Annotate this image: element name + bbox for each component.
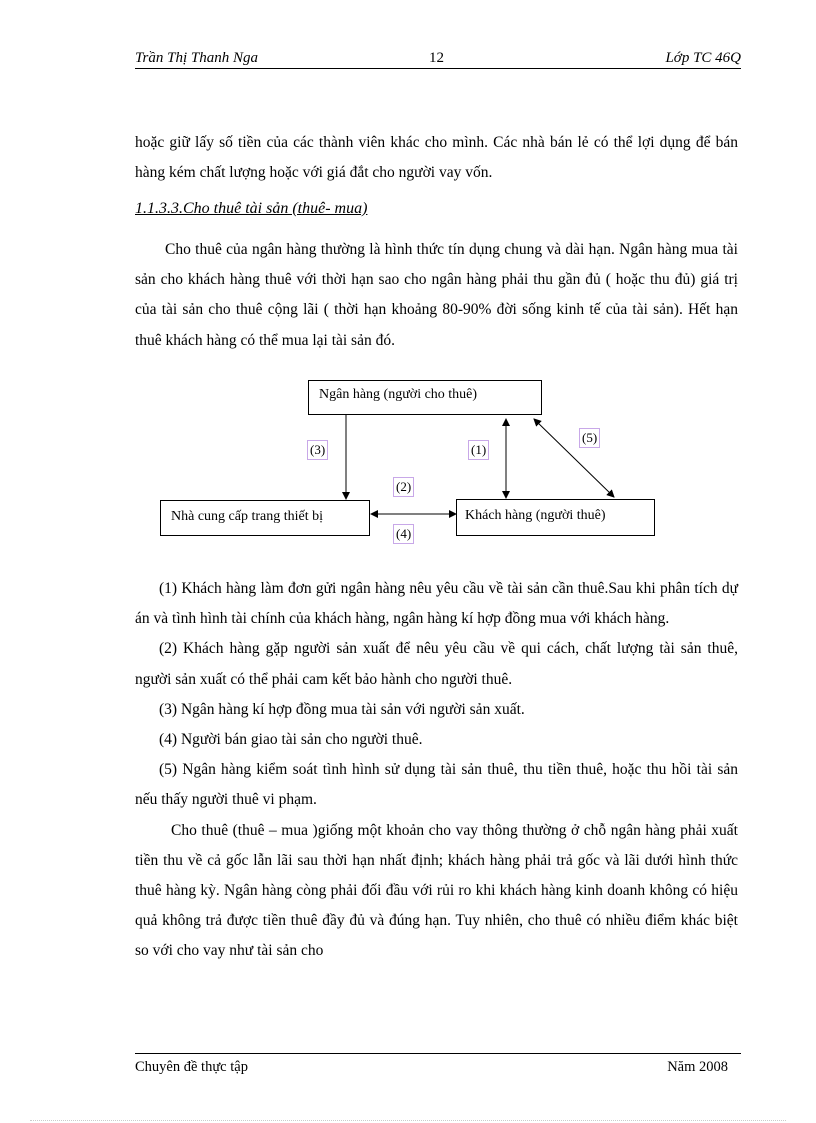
step-1: (1) Khách hàng làm đơn gửi ngân hàng nêu yêu cầu về tài sản cần thuê.Sau khi phân tích dự án và tình hình tài chính của khách hàng, ngân hàng kí hợp đồng mua với khách hàng. [135, 580, 738, 628]
supplier-node [160, 500, 370, 536]
step-5: (5) Ngân hàng kiểm soát tình hình sử dụng tài sản thuê, thu tiền thuê, hoặc thu hồi tài sản nếu thấy người thuê vi phạm. [135, 761, 738, 809]
customer-label: Khách hàng (người thuê) [465, 508, 606, 523]
label-4: (4) [393, 524, 414, 544]
header-class: Lớp TC 46Q [665, 50, 741, 66]
footer-rule [135, 1053, 741, 1054]
label-1: (1) [468, 440, 489, 460]
label-5: (5) [579, 428, 600, 448]
bank-label: Ngân hàng (người cho thuê) [319, 387, 478, 402]
intro-text: hoặc giữ lấy số tiền của các thành viên khác cho mình. Các nhà bán lẻ có thể lợi dụng để bán hàng kém chất lượng hoặc với giá đắt cho người vay vốn. [135, 134, 738, 182]
step-2: (2) Khách hàng gặp người sản xuất để nêu yêu cầu về qui cách, chất lượng tài sản thuê, người sản xuất có thể phải cam kết bảo hành cho người thuê. [135, 640, 738, 688]
steps-section [135, 574, 738, 967]
footer-right: Năm 2008 [667, 1059, 728, 1075]
step-3: (3) Ngân hàng kí hợp đồng mua tài sản với người sản xuất. [159, 700, 525, 718]
step-4: (4) Người bán giao tài sản cho người thuê. [159, 731, 423, 749]
section-heading: 1.1.3.3.Cho thuê tài sản (thuê- mua) [135, 200, 368, 217]
lease-text: Cho thuê của ngân hàng thường là hình thức tín dụng chung và dài hạn. Ngân hàng mua tài sản cho khách hàng thuê với thời hạn sao cho ngân hàng phải thu gần đủ ( hoặc thu đủ) giá trị của tài sản cho thuê cộng lãi ( thời hạn khoảng 80-90% đời sống kinh tế của tài sản). Hết hạn thuê khách hàng có thể mua lại tài sản đó. [135, 241, 738, 349]
customer-node [456, 499, 655, 536]
header-author: Trần Thị Thanh Nga [135, 50, 258, 66]
page-number: 12 [429, 50, 444, 66]
bank-node [308, 380, 542, 415]
page-edge-divider [30, 1120, 786, 1121]
arrow-5 [534, 419, 614, 497]
label-3: (3) [307, 440, 328, 460]
supplier-label: Nhà cung cấp trang thiết bị [171, 509, 324, 524]
label-2: (2) [393, 477, 414, 497]
closing-paragraph: Cho thuê (thuê – mua )giống một khoản cho vay thông thường ở chỗ ngân hàng phải xuất tiền thu về cả gốc lẫn lãi sau thời hạn nhất định; khách hàng phải trả gốc và lãi dưới hình thức thuê hàng kỳ. Ngân hàng còng phải đối đầu với rủi ro khi khách hàng kinh doanh không có hiệu quả không trả được tiền thuê đầy đủ và đúng hạn. Tuy nhiên, cho thuê có nhiều điểm khác biệt so với cho vay như tài sản cho [135, 821, 738, 960]
footer-left: Chuyên đề thực tập [135, 1059, 248, 1075]
